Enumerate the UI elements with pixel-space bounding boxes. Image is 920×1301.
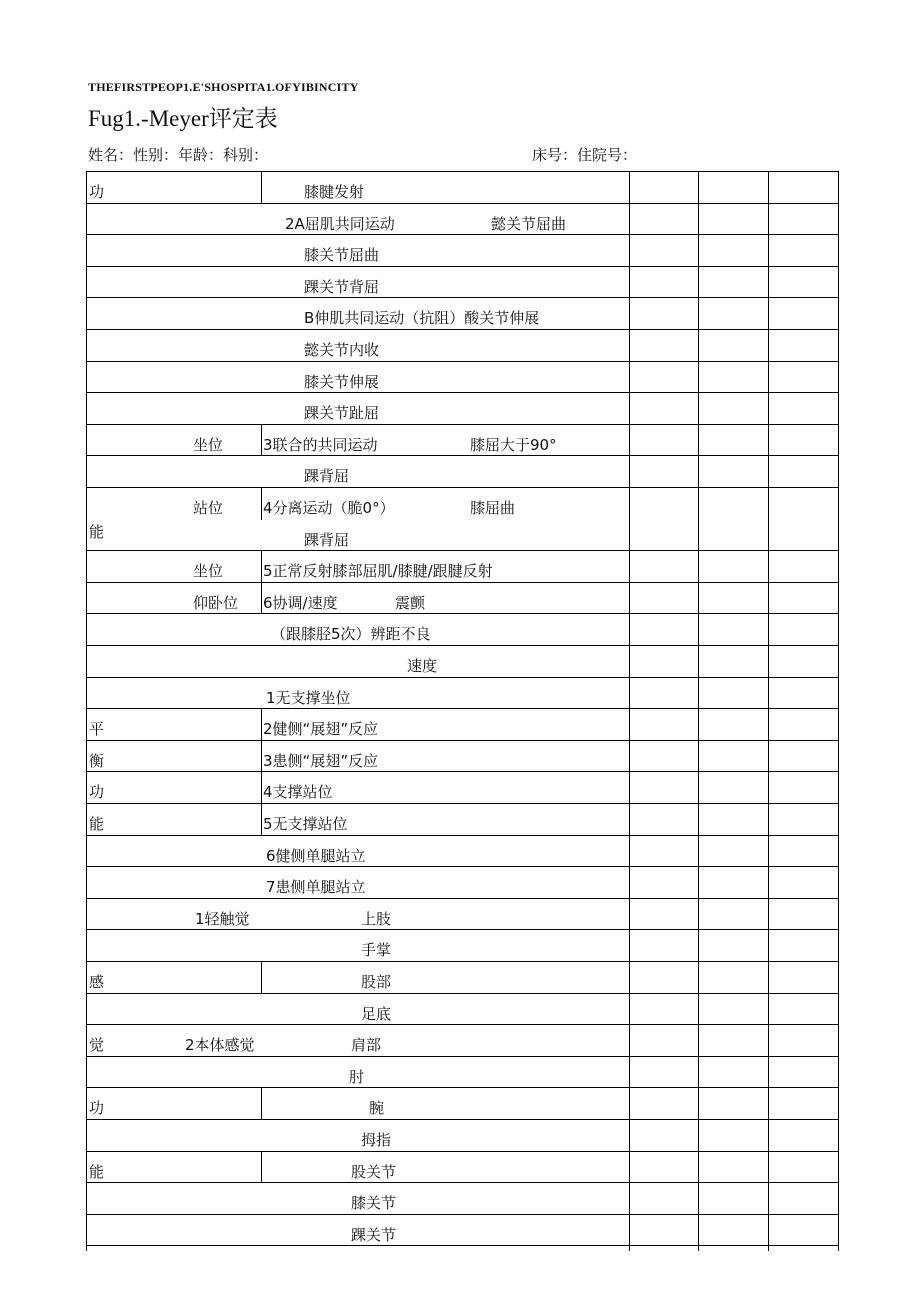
- table-row: [87, 994, 838, 1026]
- table-cell-text: 7患侧单腿站立: [266, 878, 366, 897]
- table-cell-text: 站位: [193, 499, 224, 517]
- table-cell-text: 能: [89, 1162, 105, 1181]
- category-divider: [261, 772, 262, 803]
- table-cell-text: 踝背屈: [304, 530, 350, 549]
- table-cell-text: 功: [89, 1099, 105, 1118]
- table-cell-text: 上肢: [361, 909, 392, 928]
- category-divider: [261, 741, 262, 772]
- table-cell-text: （跟膝胫5次）辨距不良: [271, 625, 431, 644]
- category-divider: [261, 488, 262, 520]
- table-cell-text: 衡: [89, 751, 105, 770]
- table-cell-text: 震颤: [395, 593, 426, 612]
- category-divider: [261, 172, 262, 203]
- table-row: [87, 551, 838, 583]
- table-cell-text: 坐位: [193, 562, 224, 581]
- hospital-name: THEFIRSTPEOP1.E'SHOSPITA1.OFYIBINCITY: [88, 80, 359, 94]
- table-cell-text: 肩部: [351, 1036, 382, 1055]
- table-row: [87, 583, 838, 615]
- table-cell-text: 速度: [407, 657, 438, 675]
- table-row: [87, 393, 838, 425]
- category-divider: [261, 962, 262, 993]
- table-cell-text: 踝关节趾屈: [304, 404, 380, 423]
- table-cell-text: 膝关节: [351, 1194, 397, 1213]
- table-row: [87, 488, 838, 520]
- table-row: [87, 172, 838, 204]
- table-cell-text: 肘: [349, 1067, 365, 1086]
- table-row: [87, 520, 838, 552]
- category-divider: [261, 804, 262, 835]
- category-divider: [261, 425, 262, 456]
- category-divider: [261, 583, 262, 614]
- table-row: [87, 1025, 838, 1057]
- table-row: [87, 235, 838, 267]
- table-cell-text: 懿关节屈曲: [491, 214, 567, 233]
- page-title: Fug1.-Meyer评定表: [88, 106, 278, 131]
- table-cell-text: 踝关节: [351, 1225, 397, 1244]
- table-cell-text: 踝关节背屈: [304, 277, 380, 296]
- table-cell-text: 感: [89, 973, 105, 991]
- table-row: [87, 709, 838, 741]
- table-cell-text: 膝腱发射: [304, 183, 365, 201]
- table-cell-text: B伸肌共同运动（抗阻）酸关节伸展: [304, 309, 540, 328]
- category-divider: [261, 551, 262, 582]
- table-cell-text: 觉: [89, 1036, 105, 1055]
- table-row: [87, 267, 838, 299]
- table-cell-text: 4分离运动（脆0°）: [263, 499, 395, 517]
- table-row: [87, 646, 838, 678]
- table-row: [87, 204, 838, 236]
- table-cell-text: 踝背屈: [304, 467, 350, 486]
- table-cell-text: 2健侧“展翅”反应: [263, 720, 379, 739]
- table-row: [87, 330, 838, 362]
- table-cell-text: 6健侧单腿站立: [266, 846, 366, 865]
- table-cell-text: 膝关节伸展: [304, 372, 380, 391]
- table-cell-text: 股关节: [351, 1162, 397, 1181]
- table-row: [87, 1183, 838, 1215]
- table-cell-text: 3患侧“展翅”反应: [263, 751, 379, 770]
- table-cell-text: 膝关节屈曲: [304, 246, 380, 265]
- table-cell-text: 能: [89, 522, 105, 541]
- table-cell-text: 功: [89, 783, 105, 802]
- table-cell-text: 能: [89, 815, 105, 833]
- table-cell-text: 腕: [369, 1099, 385, 1118]
- table-cell-text: 3联合的共同运动: [263, 435, 378, 454]
- table-cell-text: 足底: [361, 1004, 392, 1023]
- table-row: [87, 1120, 838, 1152]
- table-cell-text: 膝屈曲: [470, 499, 516, 517]
- table-cell-text: 膝屈大于90°: [470, 435, 557, 454]
- table-cell-text: 2本体感觉: [185, 1036, 255, 1055]
- table-cell-text: 手掌: [361, 941, 392, 960]
- table-cell-text: 1无支撑坐位: [266, 688, 351, 707]
- table-cell-text: 6协调/速度: [263, 593, 338, 612]
- table-cell-text: 仰卧位: [193, 593, 239, 612]
- table-cell-text: 4支撑站位: [263, 783, 333, 802]
- table-cell-text: 坐位: [193, 435, 224, 454]
- table-row: [87, 836, 838, 868]
- table-row: [87, 456, 838, 488]
- table-cell-text: 1轻触觉: [195, 909, 250, 928]
- table-row: [87, 962, 838, 994]
- table-row: [87, 741, 838, 773]
- table-cell-text: 平: [89, 720, 105, 739]
- table-row: [87, 804, 838, 836]
- table-cell-text: 功: [89, 183, 105, 201]
- table-row: [87, 678, 838, 710]
- table-row: [87, 1088, 838, 1120]
- table-row: [87, 899, 838, 931]
- table-cell-text: 2A屈肌共同运动: [285, 214, 395, 233]
- category-divider: [261, 1152, 262, 1183]
- table-cell-text: 拇指: [361, 1131, 392, 1149]
- assessment-table: [86, 171, 839, 1251]
- patient-info-fields: 姓名：性别：年龄：科别：: [88, 146, 269, 164]
- admission-info-fields: 床号：住院号：: [532, 146, 638, 164]
- table-cell-text: 股部: [361, 973, 392, 991]
- category-divider: [261, 1088, 262, 1119]
- category-divider: [261, 709, 262, 740]
- table-row: [87, 1057, 838, 1089]
- table-row: [87, 867, 838, 899]
- table-row: [87, 1152, 838, 1184]
- table-row: [87, 298, 838, 330]
- table-row: [87, 425, 838, 457]
- table-cell-text: 5正常反射膝部屈肌/膝腱/跟腱反射: [263, 562, 493, 581]
- table-cell-text: 5无支撑站位: [263, 815, 348, 833]
- table-row: [87, 614, 838, 646]
- table-row: [87, 362, 838, 394]
- table-cell-text: 懿关节内收: [304, 341, 380, 359]
- table-row: [87, 930, 838, 962]
- table-row: [87, 772, 838, 804]
- table-row: [87, 1215, 838, 1247]
